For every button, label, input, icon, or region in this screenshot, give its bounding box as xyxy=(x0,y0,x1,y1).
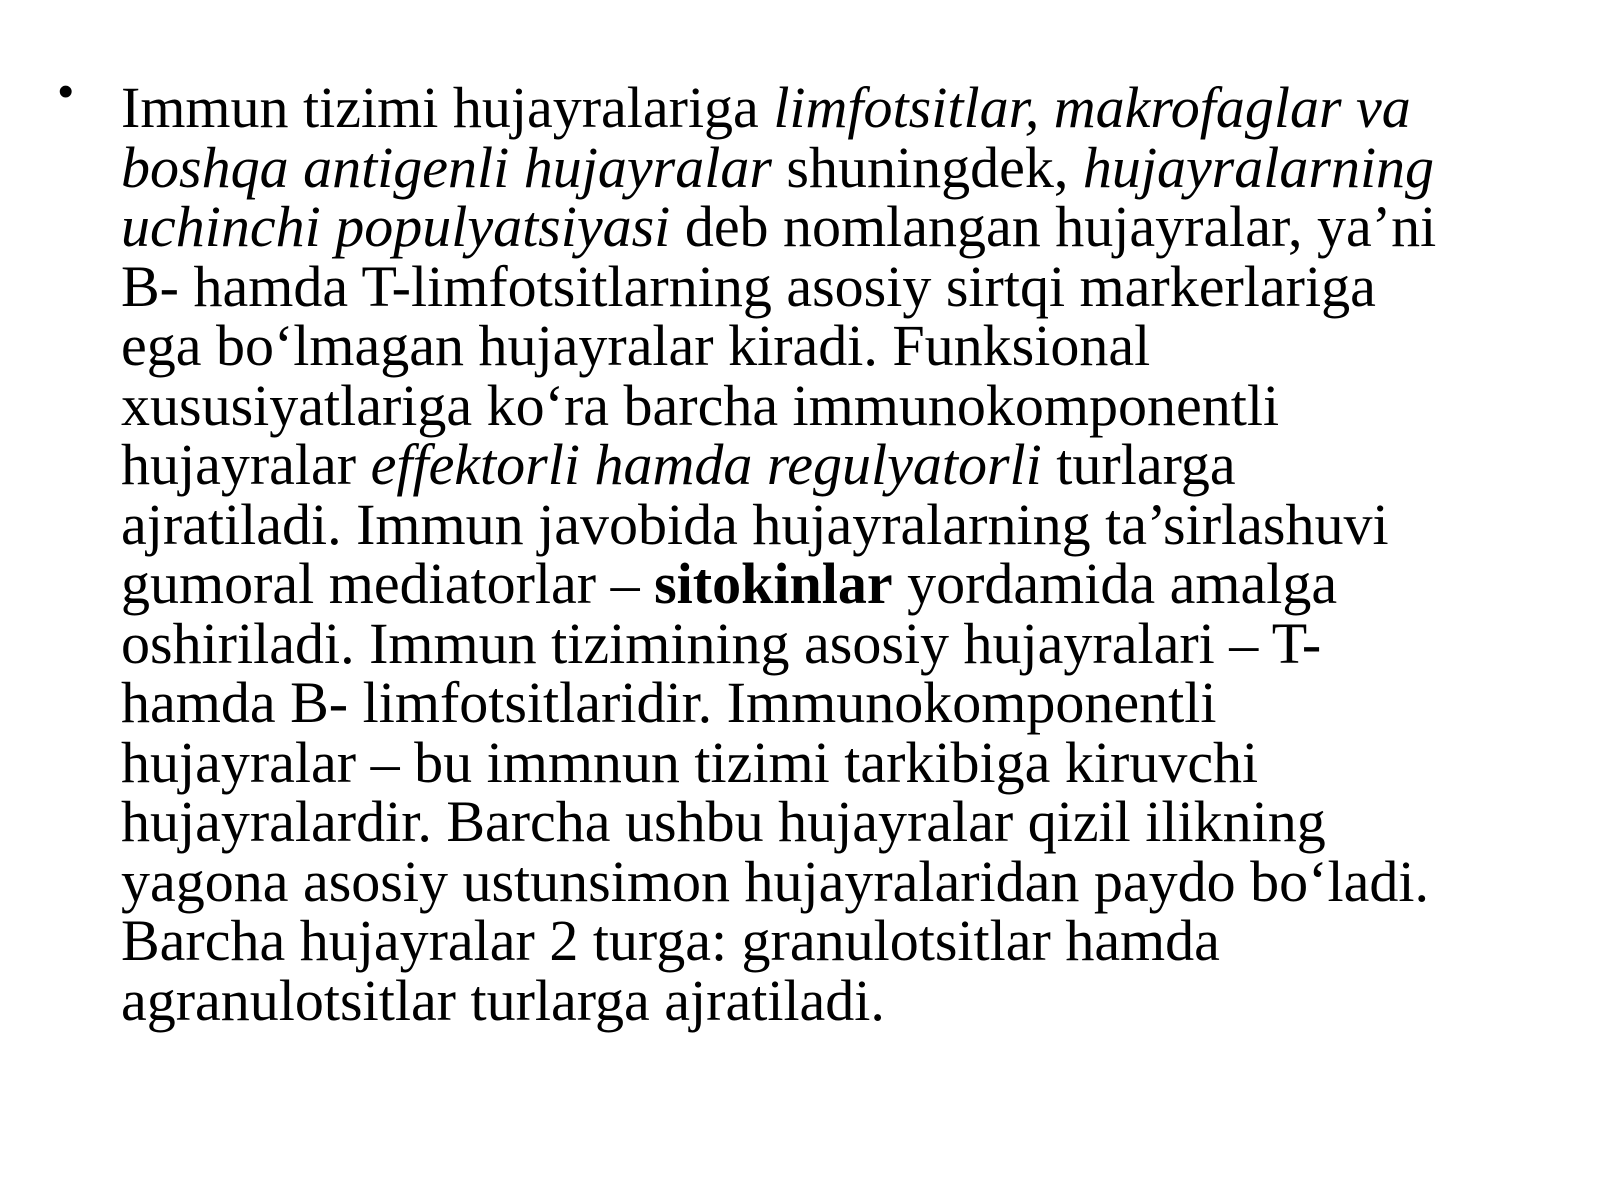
italic-term: hujayralarning xyxy=(1082,134,1435,200)
italic-term: limfotsitlar, makrofaglar va xyxy=(773,75,1411,140)
text-line xyxy=(121,75,1561,140)
text-line xyxy=(121,789,1561,854)
bullet-marker: • xyxy=(58,67,74,116)
text-segment: oshiriladi. Immun tizimining asosiy hujayralari – T- xyxy=(121,610,1322,676)
text-line xyxy=(121,491,1561,557)
text-line xyxy=(121,253,1561,319)
text-segment: agranulotsitlar turlarga ajratiladi. xyxy=(121,967,885,1033)
text-line xyxy=(121,908,1561,973)
italic-term: uchinchi populyatsiyasi xyxy=(121,194,671,259)
text-line xyxy=(121,194,1561,259)
text-segment: hujayralar xyxy=(121,432,371,497)
text-segment: ega bo‘lmagan hujayralar kiradi. Funksional xyxy=(121,313,1151,378)
italic-term: boshqa antigenli hujayralar xyxy=(121,134,772,200)
text-segment: hamda B- limfotsitlaridir. Immunokomponentli xyxy=(121,670,1217,735)
text-line xyxy=(121,848,1561,914)
text-line xyxy=(121,610,1561,676)
text-line xyxy=(121,372,1561,438)
text-segment: deb nomlangan hujayralar, ya’ni xyxy=(670,194,1437,259)
text-line xyxy=(121,313,1561,378)
text-segment: yagona asosiy ustunsimon hujayralaridan paydo bo‘ladi. xyxy=(121,848,1429,914)
text-segment: xususiyatlariga ko‘ra barcha immunokomponentli xyxy=(121,372,1280,438)
bold-term: sitokinlar xyxy=(654,551,893,616)
text-segment: hujayralardir. Barcha ushbu hujayralar qizil ilikning xyxy=(121,789,1326,854)
text-line xyxy=(121,551,1561,616)
text-segment: ajratiladi. Immun javobida hujayralarning ta’sirlashuvi xyxy=(121,491,1389,557)
text-segment: Immun tizimi hujayralariga xyxy=(121,75,774,140)
text-line xyxy=(121,670,1561,735)
text-segment: Barcha hujayralar 2 turga: granulotsitlar hamda xyxy=(121,908,1220,973)
body-paragraph xyxy=(121,75,1561,1033)
text-line xyxy=(121,432,1561,497)
text-line xyxy=(121,134,1561,200)
italic-term: effektorli hamda regulyatorli xyxy=(370,432,1042,497)
text-segment: B- hamda T-limfotsitlarning asosiy sirtqi markerlariga xyxy=(121,253,1376,319)
text-line xyxy=(121,967,1561,1033)
text-segment: gumoral mediatorlar – xyxy=(121,551,655,616)
text-line xyxy=(121,729,1561,795)
text-segment: turlarga xyxy=(1041,432,1236,497)
text-segment: shuningdek, xyxy=(771,134,1083,200)
text-segment: hujayralar – bu immnun tizimi tarkibiga kiruvchi xyxy=(121,729,1259,795)
text-segment: yordamida amalga xyxy=(892,551,1338,616)
